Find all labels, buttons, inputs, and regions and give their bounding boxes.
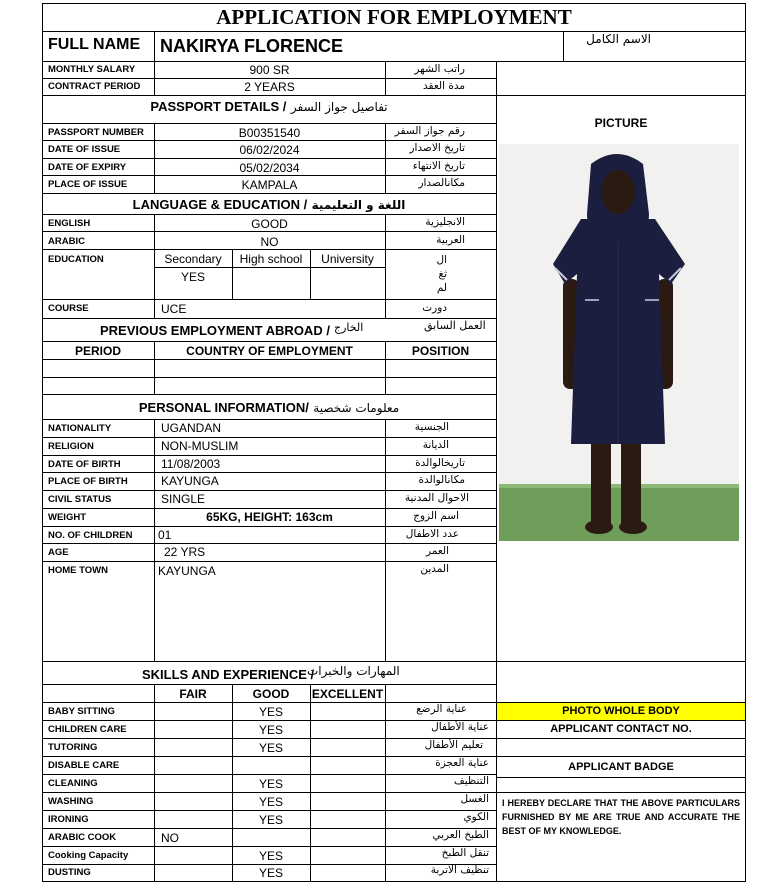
skill-ar-children-care: عناية الأطفال bbox=[431, 721, 489, 733]
skill-label-ironing: IRONING bbox=[48, 814, 89, 825]
english-value: GOOD bbox=[251, 217, 288, 231]
issue-date-label: DATE OF ISSUE bbox=[48, 144, 121, 155]
skill-label-dusting: DUSTING bbox=[48, 867, 91, 878]
fair-column-header: FAIR bbox=[179, 687, 207, 701]
education-secondary-value: YES bbox=[180, 270, 205, 284]
expiry-date-ar: تاريخ الانتهاء bbox=[412, 160, 465, 172]
education-ar-3: لم bbox=[436, 282, 447, 294]
english-label: ENGLISH bbox=[48, 218, 91, 229]
religion-label: RELIGION bbox=[48, 441, 94, 452]
period-column-header: PERIOD bbox=[74, 344, 121, 358]
full-name-value: NAKIRYA FLORENCE bbox=[160, 36, 344, 56]
nationality-label: NATIONALITY bbox=[48, 423, 112, 434]
weight-ar: اسم الزوج bbox=[413, 510, 459, 522]
arabic-ar: العربية bbox=[436, 234, 465, 246]
date-of-birth-label: DATE OF BIRTH bbox=[48, 459, 121, 470]
weight-label: WEIGHT bbox=[48, 512, 86, 523]
personal-info-header: PERSONAL INFORMATION/ معلومات شخصية bbox=[138, 400, 400, 415]
skill-ar-tutoring: تعليم الأطفال bbox=[424, 739, 483, 751]
skill-label-children-care: CHILDREN CARE bbox=[48, 724, 127, 735]
date-of-birth-ar: تاريخالوالدة bbox=[415, 457, 465, 469]
skill-good-ironing: YES bbox=[258, 813, 283, 827]
skill-ar-disable-care: عناية العجزة bbox=[435, 757, 489, 769]
skill-ar-arabic-cook: الطبخ العربي bbox=[432, 829, 489, 841]
passport-header: PASSPORT DETAILS / تفاصيل جواز السفر bbox=[150, 99, 388, 114]
skill-label-washing: WASHING bbox=[48, 796, 94, 807]
religion-ar: الديانة bbox=[422, 439, 449, 451]
course-value: UCE bbox=[161, 302, 187, 316]
expiry-date-label: DATE OF EXPIRY bbox=[48, 162, 127, 173]
education-ar-1: ال bbox=[436, 254, 447, 266]
salary-ar: راتب الشهر bbox=[414, 63, 465, 75]
full-name-ar: الاسم الكامل bbox=[586, 32, 651, 46]
weight-value: 65KG, HEIGHT: 163cm bbox=[206, 510, 333, 524]
arabic-value: NO bbox=[260, 235, 279, 249]
contract-ar: مدة العقد bbox=[423, 80, 465, 92]
applicant-badge-label: APPLICANT BADGE bbox=[568, 761, 674, 773]
nationality-value: UGANDAN bbox=[161, 421, 222, 435]
place-of-issue-value: KAMPALA bbox=[241, 178, 298, 192]
expiry-date-value: 05/02/2034 bbox=[239, 161, 300, 175]
skill-label-tutoring: TUTORING bbox=[48, 742, 98, 753]
course-label: COURSE bbox=[48, 303, 89, 314]
arabic-label: ARABIC bbox=[48, 236, 85, 247]
skill-label-cleaning: CLEANING bbox=[48, 778, 98, 789]
contract-label: CONTRACT PERIOD bbox=[48, 81, 141, 92]
passport-number-value: B00351540 bbox=[238, 126, 301, 140]
skill-ar-cleaning: التنظيف bbox=[453, 775, 489, 787]
skill-good-children-care: YES bbox=[258, 723, 283, 737]
declaration-text: I HEREBY DECLARE THAT THE ABOVE PARTICULARS FURNISHED BY ME ARE TRUE AND ACCURATE THE BEST OF MY KNOWLEDGE. bbox=[502, 798, 740, 836]
age-value: 22 YRS bbox=[164, 545, 206, 559]
skill-good-tutoring: YES bbox=[258, 741, 283, 755]
picture-label: PICTURE bbox=[594, 116, 648, 130]
excellent-column-header: EXCELLENT bbox=[311, 687, 384, 701]
skill-label-cooking-capacity: Cooking Capacity bbox=[48, 850, 129, 861]
skill-good-cleaning: YES bbox=[258, 777, 283, 791]
children-ar: عدد الاطفال bbox=[405, 528, 459, 540]
good-column-header: GOOD bbox=[252, 687, 290, 701]
skill-ar-cooking-capacity: تنقل الطبخ bbox=[441, 847, 489, 859]
children-value: 01 bbox=[158, 528, 172, 542]
place-of-birth-ar: مكانالوالدة bbox=[418, 474, 465, 486]
full-name-label: FULL NAME bbox=[48, 36, 141, 53]
language-header: LANGUAGE & EDUCATION / اللغة و التعليمية bbox=[132, 197, 406, 212]
home-town-value: KAYUNGA bbox=[158, 564, 216, 578]
course-ar: دورت bbox=[422, 302, 447, 314]
salary-label: MONTHLY SALARY bbox=[48, 64, 136, 75]
skill-good-cooking-capacity: YES bbox=[258, 849, 283, 863]
civil-status-label: CIVIL STATUS bbox=[48, 494, 112, 505]
skill-good-dusting: YES bbox=[258, 866, 283, 880]
date-of-birth-value: 11/08/2003 bbox=[161, 457, 221, 471]
education-col-university: University bbox=[321, 252, 374, 266]
place-of-issue-ar: مكانالصدار bbox=[418, 177, 465, 189]
home-town-label: HOME TOWN bbox=[48, 565, 108, 576]
photo-whole-body-label: PHOTO WHOLE BODY bbox=[497, 703, 745, 720]
english-ar: الانجليزية bbox=[425, 216, 465, 228]
applicant-contact-label: APPLICANT CONTACT NO. bbox=[550, 723, 692, 735]
education-col-secondary: Secondary bbox=[164, 252, 222, 266]
skill-label-disable-care: DISABLE CARE bbox=[48, 760, 120, 771]
passport-number-label: PASSPORT NUMBER bbox=[48, 127, 144, 138]
skill-label-arabic-cook: ARABIC COOK bbox=[48, 832, 117, 843]
education-col-highschool: High school bbox=[239, 252, 303, 266]
civil-status-ar: الاحوال المدنية bbox=[404, 492, 469, 504]
applicant-photo bbox=[499, 144, 739, 541]
religion-value: NON-MUSLIM bbox=[161, 439, 239, 453]
position-column-header: POSITION bbox=[411, 344, 470, 358]
skill-ar-washing: الغسل bbox=[460, 793, 489, 805]
place-of-issue-label: PLACE OF ISSUE bbox=[48, 179, 128, 190]
children-label: NO. OF CHILDREN bbox=[48, 530, 133, 541]
salary-value: 900 SR bbox=[249, 63, 290, 77]
skill-good-washing: YES bbox=[258, 795, 283, 809]
skill-ar-ironing: الكوي bbox=[463, 811, 489, 823]
form-title: APPLICATION FOR EMPLOYMENT bbox=[216, 5, 572, 29]
home-town-ar: المدين bbox=[420, 563, 449, 575]
passport-number-ar: رقم جواز السفر bbox=[394, 125, 465, 137]
nationality-ar: الجنسية bbox=[414, 421, 449, 433]
civil-status-value: SINGLE bbox=[161, 492, 206, 506]
contract-value: 2 YEARS bbox=[244, 80, 295, 94]
education-label: EDUCATION bbox=[48, 254, 104, 265]
skill-ar-dusting: تنظيف الاتربة bbox=[430, 864, 489, 876]
place-of-birth-label: PLACE OF BIRTH bbox=[48, 476, 128, 487]
skill-label-baby-sitting: BABY SITTING bbox=[48, 706, 115, 717]
age-label: AGE bbox=[48, 547, 69, 558]
skill-fair-arabic-cook: NO bbox=[161, 831, 179, 845]
place-of-birth-value: KAYUNGA bbox=[161, 474, 219, 488]
skill-good-baby-sitting: YES bbox=[258, 705, 283, 719]
issue-date-value: 06/02/2024 bbox=[239, 143, 300, 157]
education-ar-2: ثغ bbox=[438, 268, 447, 280]
country-column-header: COUNTRY OF EMPLOYMENT bbox=[186, 344, 353, 358]
skill-ar-baby-sitting: عناية الرضع bbox=[416, 703, 467, 715]
age-ar: العمر bbox=[425, 545, 449, 557]
issue-date-ar: تاريخ الاصدار bbox=[409, 142, 465, 154]
